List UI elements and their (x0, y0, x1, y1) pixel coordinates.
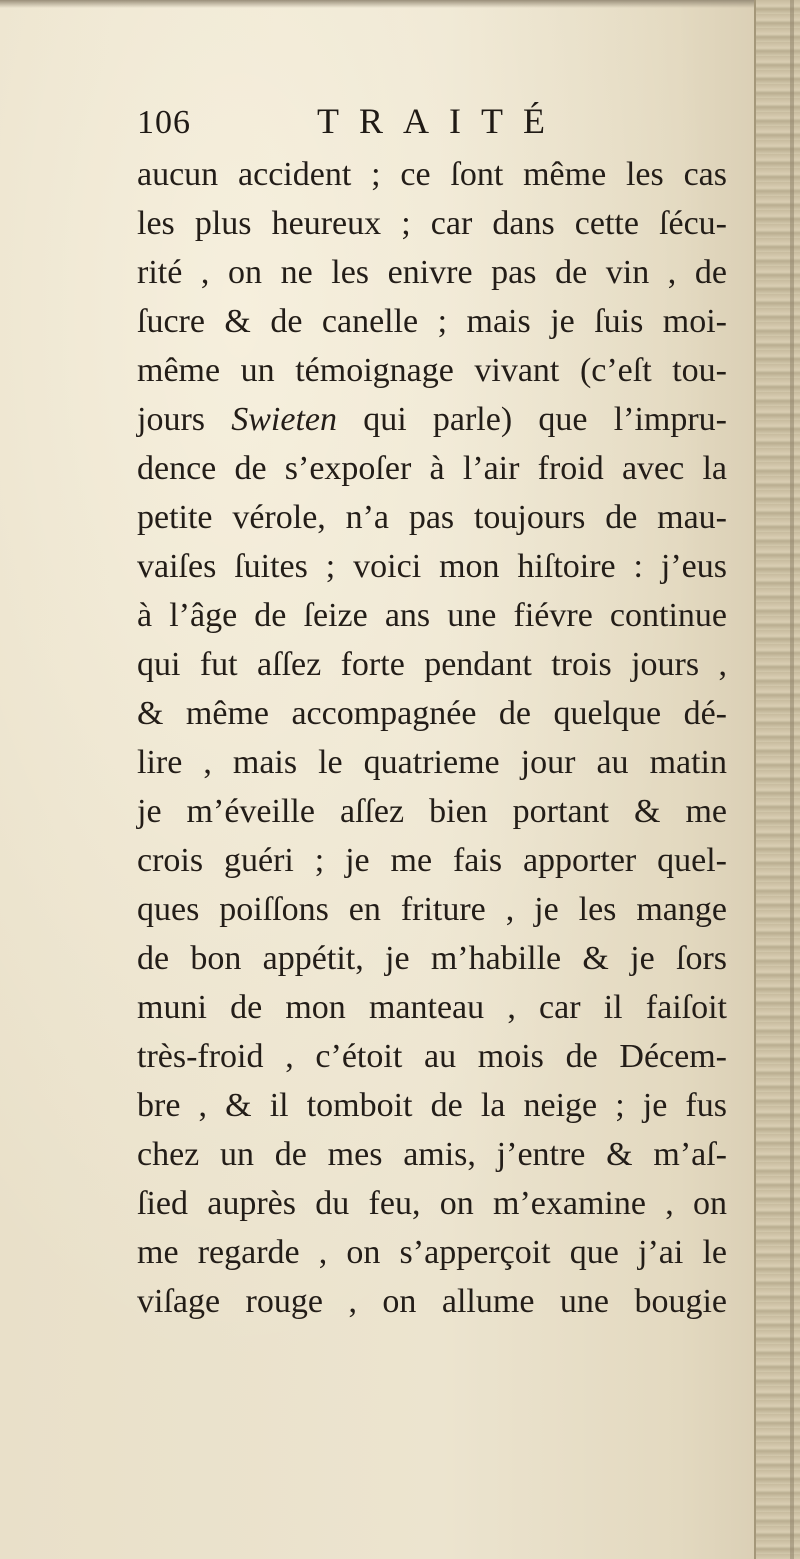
text-line: dence de s’expoſer à l’air froid avec la (137, 450, 727, 487)
text-line: qui fut aſſez forte pendant trois jours , (137, 646, 727, 683)
text-line: à l’âge de ſeize ans une fiévre continue (137, 597, 727, 634)
text-line: bre , & il tomboit de la neige ; je fus (137, 1087, 727, 1124)
running-title: TRAITÉ (317, 101, 565, 141)
text-line: viſage rouge , on allume une bougie (137, 1283, 727, 1320)
text-line: ques poiſſons en friture , je les mange (137, 891, 727, 928)
text-line: aucun accident ; ce ſont même les cas (137, 156, 727, 193)
page-number: 106 (137, 104, 191, 141)
text-line: muni de mon manteau , car il faiſoit (137, 989, 727, 1026)
text-segment: jours (137, 401, 232, 438)
page-header (137, 100, 597, 144)
top-edge-shadow (0, 0, 760, 8)
binding-shadow (790, 0, 794, 1559)
text-line: & même accompagnée de quelque dé- (137, 695, 727, 732)
text-line: chez un de mes amis, j’entre & m’aſ- (137, 1136, 727, 1173)
text-line: ſucre & de canelle ; mais je ſuis moi- (137, 303, 727, 340)
text-line: ſied auprès du feu, on m’examine , on (137, 1185, 727, 1222)
text-line: vaiſes ſuites ; voici mon hiſtoire : j’eus (137, 548, 727, 585)
text-line: rité , on ne les enivre pas de vin , de (137, 254, 727, 291)
text-line: crois guéri ; je me fais apporter quel- (137, 842, 727, 879)
text-line: je m’éveille aſſez bien portant & me (137, 793, 727, 830)
text-line (137, 395, 727, 444)
text-line: les plus heureux ; car dans cette ſécu- (137, 205, 727, 242)
text-segment: qui parle) que l’impru- (337, 401, 728, 438)
text-line: très-froid , c’étoit au mois de Décem- (137, 1038, 727, 1075)
author-name-italic: Swieten (231, 401, 337, 438)
text-line: me regarde , on s’apperçoit que j’ai le (137, 1234, 727, 1271)
text-line: petite vérole, n’a pas toujours de mau- (137, 499, 727, 536)
text-line: de bon appétit, je m’habille & je ſors (137, 940, 727, 977)
body-text (137, 150, 727, 1326)
text-line: lire , mais le quatrieme jour au matin (137, 744, 727, 781)
text-line: même un témoignage vivant (c’eſt tou- (137, 352, 727, 389)
